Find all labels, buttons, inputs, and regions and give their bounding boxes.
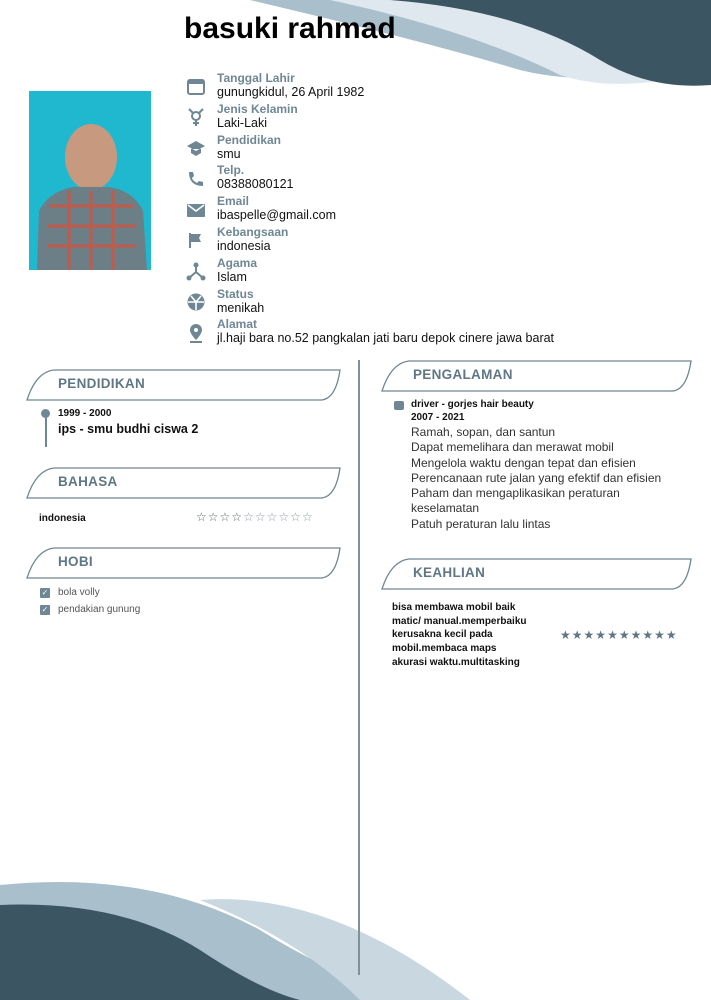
info-row — [184, 163, 554, 194]
skill-line: mobil.membaca maps — [392, 643, 497, 655]
hobby-item — [40, 584, 140, 601]
star-empty-icon: ☆ — [266, 510, 279, 524]
gender-icon — [186, 107, 206, 127]
info-row — [184, 225, 554, 256]
star-empty-icon: ☆ — [254, 510, 267, 524]
star-filled-icon: ★ — [560, 628, 572, 642]
experience-title: driver - gorjes hair beauty — [411, 399, 534, 410]
star-empty-icon: ☆ — [301, 510, 314, 524]
calendar-icon — [186, 76, 206, 96]
info-value: menikah — [217, 300, 265, 315]
experience-line: Dapat memelihara dan merawat mobil — [411, 440, 614, 455]
star-filled-icon: ☆ — [231, 510, 244, 524]
star-empty-icon: ☆ — [278, 510, 291, 524]
experience-line: Patuh peraturan lalu lintas — [411, 516, 551, 531]
skill-line: matic/ manual.memperbaiku — [392, 615, 527, 627]
briefcase-icon — [394, 401, 404, 410]
experience-description — [411, 425, 694, 532]
info-label: Pendidikan — [217, 132, 282, 147]
skill-rating — [560, 628, 678, 642]
star-filled-icon: ★ — [630, 628, 643, 642]
info-row — [184, 133, 554, 164]
info-label: Agama — [217, 255, 258, 270]
section-header-bahasa — [26, 466, 342, 500]
education-years: 1999 - 2000 — [58, 408, 112, 419]
hobby-list — [40, 584, 140, 618]
status-icon — [186, 292, 206, 312]
info-label: Alamat — [217, 317, 258, 332]
profile-photo — [29, 91, 151, 270]
experience-line: Mengelola waktu dengan tepat dan efisien — [411, 455, 636, 470]
checkbox-checked-icon: ✓ — [41, 587, 49, 597]
section-header-hobi — [26, 546, 342, 580]
flag-icon — [186, 230, 206, 250]
phone-icon — [186, 169, 206, 189]
timeline-line — [45, 417, 47, 447]
info-row — [184, 317, 554, 348]
info-label: Telp. — [217, 163, 245, 178]
star-filled-icon: ★ — [595, 628, 608, 642]
section-header-pendidikan — [26, 368, 342, 402]
info-value: Laki-Laki — [217, 115, 268, 130]
info-value: smu — [217, 146, 241, 161]
experience-line: keselamatan — [411, 501, 480, 516]
section-title: KEAHLIAN — [413, 565, 486, 580]
hobby-label: bola volly — [58, 587, 100, 598]
experience-line: Perencanaan rute jalan yang efektif dan efisien — [411, 470, 662, 485]
language-name: indonesia — [39, 513, 86, 524]
section-title: PENDIDIKAN — [58, 376, 146, 391]
column-divider — [358, 360, 360, 975]
graduation-cap-icon — [186, 138, 206, 158]
section-title: BAHASA — [58, 474, 118, 489]
star-filled-icon: ☆ — [207, 510, 220, 524]
star-filled-icon: ☆ — [196, 510, 208, 524]
experience-line: Ramah, sopan, dan santun — [411, 425, 556, 439]
info-value: 08388080121 — [217, 177, 294, 192]
info-row — [184, 194, 554, 225]
info-label: Status — [217, 286, 254, 301]
skill-description — [392, 601, 527, 670]
location-pin-icon — [186, 323, 206, 343]
star-filled-icon: ★ — [571, 628, 584, 642]
star-empty-icon: ☆ — [243, 510, 255, 524]
skill-line: bisa membawa mobil baik — [392, 602, 516, 613]
star-filled-icon: ★ — [618, 628, 631, 642]
star-filled-icon: ★ — [654, 628, 666, 642]
star-empty-icon: ☆ — [290, 510, 302, 524]
email-icon — [186, 200, 206, 220]
experience-line: Paham dan mengaplikasikan peraturan — [411, 486, 620, 501]
star-filled-icon: ★ — [583, 628, 596, 642]
info-label: Email — [217, 194, 250, 209]
hobby-label: pendakian gunung — [58, 604, 141, 615]
info-row — [184, 256, 554, 287]
star-filled-icon: ☆ — [219, 510, 232, 524]
hobby-item — [40, 601, 140, 618]
info-label: Kebangsaan — [217, 224, 289, 239]
info-value: gunungkidul, 26 April 1982 — [217, 85, 365, 99]
section-header-keahlian — [381, 557, 693, 591]
experience-item — [394, 399, 694, 532]
full-name: basuki rahmad — [184, 12, 396, 45]
checkbox-checked-icon: ✓ — [41, 604, 49, 614]
religion-icon — [186, 261, 206, 281]
language-rating — [196, 510, 314, 524]
info-value: jl.haji bara no.52 pangkalan jati baru depok cinere jawa barat — [217, 331, 555, 346]
info-label: Tanggal Lahir — [217, 71, 295, 85]
section-header-pengalaman — [381, 359, 693, 393]
section-title: PENGALAMAN — [413, 367, 513, 382]
section-title: HOBI — [58, 554, 93, 569]
info-row — [184, 71, 554, 102]
info-value: Islam — [217, 269, 247, 284]
info-value: ibaspelle@gmail.com — [217, 208, 336, 223]
info-row — [184, 102, 554, 133]
star-filled-icon: ★ — [607, 628, 619, 642]
star-filled-icon: ★ — [642, 628, 655, 642]
info-value: indonesia — [217, 238, 271, 253]
experience-years: 2007 - 2021 — [411, 412, 465, 423]
star-filled-icon: ★ — [665, 628, 678, 642]
education-title: ips - smu budhi ciswa 2 — [58, 422, 199, 436]
personal-info-list — [184, 71, 554, 348]
info-row — [184, 287, 554, 318]
skill-line: akurasi waktu.multitasking — [392, 656, 520, 668]
info-label: Jenis Kelamin — [217, 101, 298, 116]
skill-line: kerusakna kecil pada — [392, 629, 493, 641]
